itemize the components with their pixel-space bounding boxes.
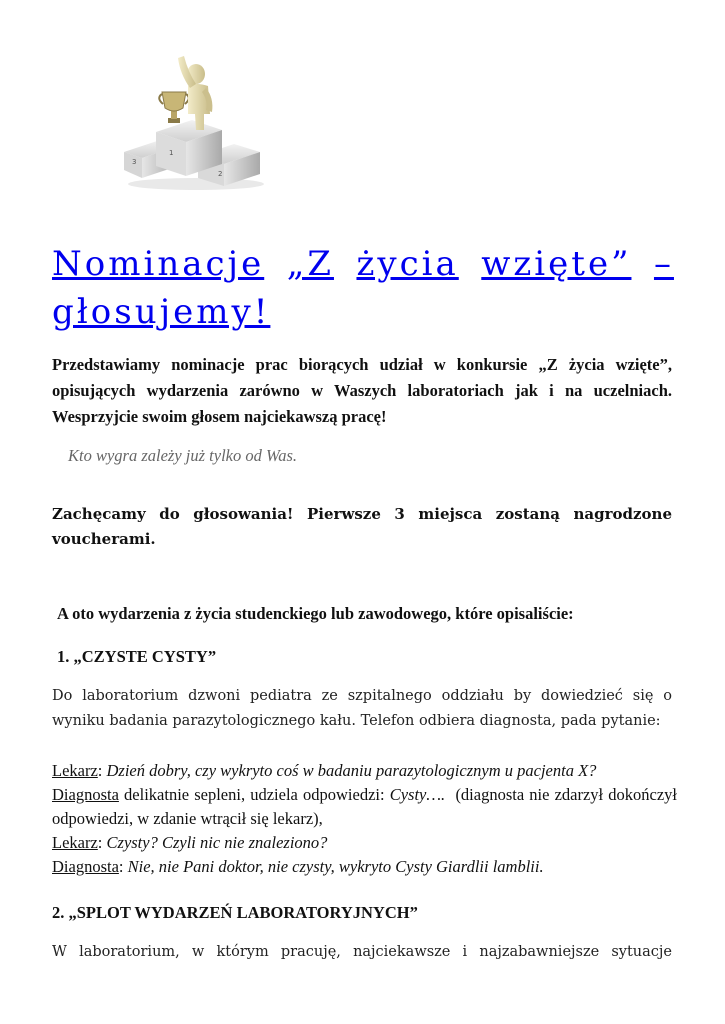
dialogue-text: Czysty? Czyli nic nie znaleziono?: [106, 833, 328, 852]
svg-text:2: 2: [218, 170, 223, 178]
title-word: wzięte”: [481, 244, 632, 284]
svg-text:3: 3: [132, 158, 137, 166]
speaker-label: Diagnosta: [52, 857, 119, 876]
dialogue-separator: :: [97, 833, 107, 852]
dialogue-text: Cysty….: [389, 785, 446, 804]
intro-paragraph: Przedstawiamy nominacje prac biorących udział w konkursie „Z życia wzięte”, opisujących wydarzenia zarówno w Waszych laboratoriach jak i na uczelniach. Wesprzyjcie swoim głosem najciekawszą pracę!: [52, 355, 672, 426]
item-1-heading: 1. „CZYSTE CYSTY”: [57, 647, 217, 666]
section-subheading: A oto wydarzenia z życia studenckiego lub zawodowego, które opisaliście:: [57, 604, 574, 623]
quote: Kto wygra zależy już tylko od Was.: [68, 446, 298, 465]
title-word: Nominacje: [52, 244, 265, 284]
speaker-label: Lekarz: [52, 761, 98, 780]
dialogue-line: [52, 783, 682, 831]
dialogue-line: [52, 831, 677, 855]
dialogue-text: Dzień dobry, czy wykryto coś w badaniu parazytologicznym u pacjenta X?: [106, 761, 597, 780]
podium-trophy-icon: [118, 52, 268, 192]
dialogue-line: [52, 759, 677, 783]
title-line-2: głosujemy!: [52, 292, 271, 332]
svg-text:1: 1: [169, 149, 174, 157]
title-word: „Z: [286, 244, 334, 284]
dialogue-separator: delikatnie sepleni, udziela odpowiedzi:: [118, 785, 390, 804]
speaker-label: Diagnosta: [52, 785, 119, 804]
title-word: życia: [356, 244, 459, 284]
item-2-body: W laboratorium, w którym pracuję, najciekawsze i najzabawniejsze sytuacje: [52, 944, 672, 960]
article-title-link[interactable]: [52, 240, 674, 336]
dialogue-separator: :: [118, 857, 128, 876]
item-1-body: Do laboratorium dzwoni pediatra ze szpitalnego oddziału by dowiedzieć się o wyniku badania parazytologicznego kału. Telefon odbiera diagnosta, pada pytanie:: [52, 688, 672, 729]
call-to-action: Zachęcamy do głosowania! Pierwsze 3 miejsca zostaną nagrodzone voucherami.: [52, 505, 672, 548]
item-2-heading: 2. „SPLOT WYDARZEŃ LABORATORYJNYCH”: [52, 903, 418, 922]
dialogue-text: Nie, nie Pani doktor, nie czysty, wykryto Cysty Giardlii lamblii.: [127, 857, 544, 876]
speaker-label: Lekarz: [52, 833, 98, 852]
title-line-1: [52, 240, 674, 288]
title-word: –: [653, 244, 674, 284]
podium-trophy-image: [118, 52, 268, 192]
dialogue-aside: (diagnosta nie zdarzył dokończył odpowiedzi, w zdanie wtrącił się lekarz),: [52, 785, 682, 828]
dialogue-line: [52, 855, 677, 879]
dialogue-separator: :: [97, 761, 107, 780]
